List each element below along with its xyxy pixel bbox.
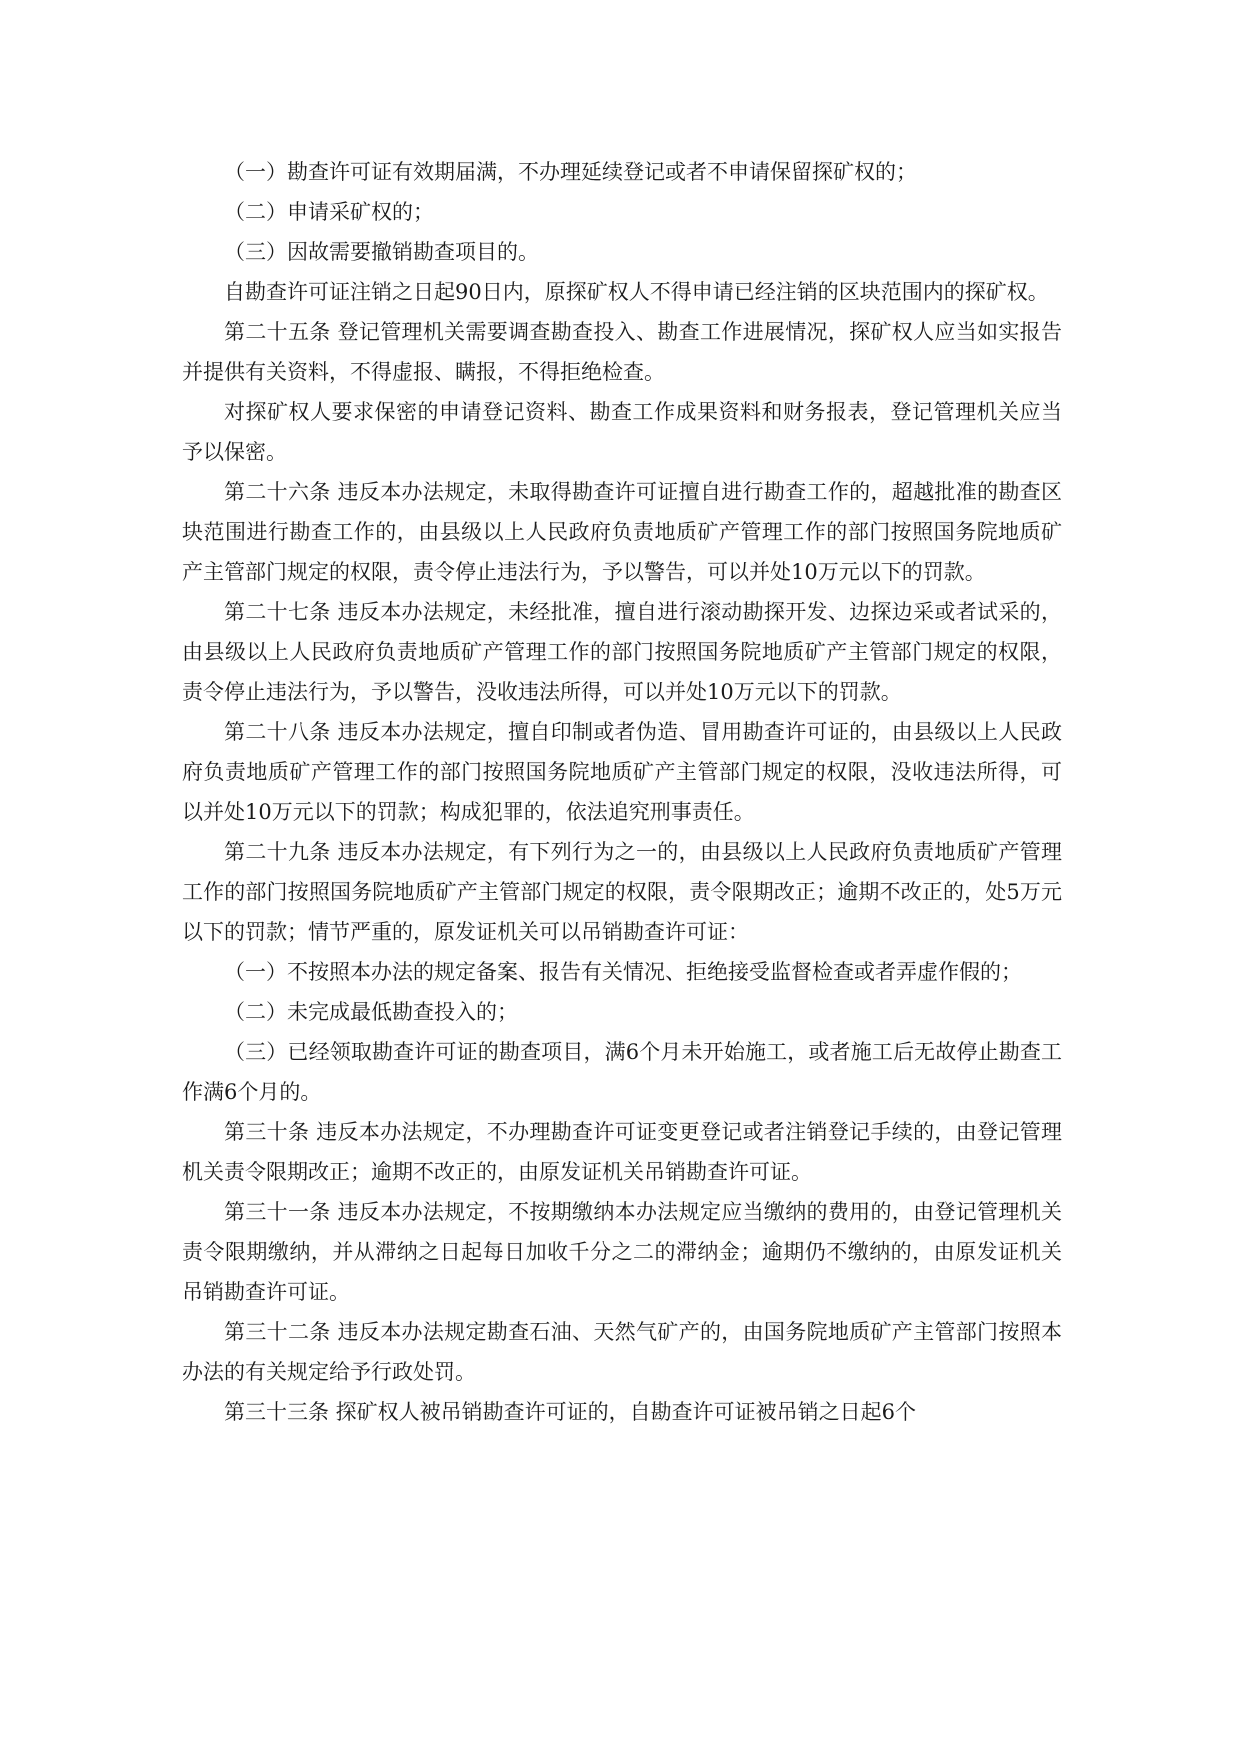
paragraph: （二）申请采矿权的；: [224, 200, 434, 224]
article-31: 第三十一条 违反本办法规定，不按期缴纳本办法规定应当缴纳的费用的，由登记管理机关责令限期缴纳，并从滞纳之日起每日加收千分之二的滞纳金；逾期仍不缴纳的，由原发证机关吊销勘查许可证。: [182, 1200, 1062, 1304]
article-28: 第二十八条 违反本办法规定，擅自印制或者伪造、冒用勘查许可证的，由县级以上人民政府负责地质矿产管理工作的部门按照国务院地质矿产主管部门规定的权限，没收违法所得，可以并处10万元以下的罚款；构成犯罪的，依法追究刑事责任。: [182, 720, 1062, 824]
paragraph: 自勘查许可证注销之日起90日内，原探矿权人不得申请已经注销的区块范围内的探矿权。: [224, 280, 1049, 304]
article-26: 第二十六条 违反本办法规定，未取得勘查许可证擅自进行勘查工作的，超越批准的勘查区块范围进行勘查工作的，由县级以上人民政府负责地质矿产管理工作的部门按照国务院地质矿产主管部门规定的权限，责令停止违法行为，予以警告，可以并处10万元以下的罚款。: [182, 480, 1062, 584]
paragraph: （一）不按照本办法的规定备案、报告有关情况、拒绝接受监督检查或者弄虚作假的；: [224, 960, 1022, 984]
article-27: 第二十七条 违反本办法规定，未经批准，擅自进行滚动勘探开发、边探边采或者试采的，由县级以上人民政府负责地质矿产管理工作的部门按照国务院地质矿产主管部门规定的权限，责令停止违法行为，予以警告，没收违法所得，可以并处10万元以下的罚款。: [182, 600, 1062, 704]
article-25: 第二十五条 登记管理机关需要调查勘查投入、勘查工作进展情况，探矿权人应当如实报告并提供有关资料，不得虚报、瞒报，不得拒绝检查。: [182, 320, 1062, 384]
paragraph: （三）因故需要撤销勘查项目的。: [224, 240, 539, 264]
document-body: [182, 152, 1062, 1432]
paragraph: （三）已经领取勘查许可证的勘查项目，满6个月未开始施工，或者施工后无故停止勘查工作满6个月的。: [182, 1040, 1062, 1104]
paragraph: （一）勘查许可证有效期届满，不办理延续登记或者不申请保留探矿权的；: [224, 160, 917, 184]
article-30: 第三十条 违反本办法规定，不办理勘查许可证变更登记或者注销登记手续的，由登记管理机关责令限期改正；逾期不改正的，由原发证机关吊销勘查许可证。: [182, 1120, 1062, 1184]
article-29: 第二十九条 违反本办法规定，有下列行为之一的，由县级以上人民政府负责地质矿产管理工作的部门按照国务院地质矿产主管部门规定的权限，责令限期改正；逾期不改正的，处5万元以下的罚款；情节严重的，原发证机关可以吊销勘查许可证：: [182, 840, 1062, 944]
article-32: 第三十二条 违反本办法规定勘查石油、天然气矿产的，由国务院地质矿产主管部门按照本办法的有关规定给予行政处罚。: [182, 1320, 1062, 1384]
paragraph: 对探矿权人要求保密的申请登记资料、勘查工作成果资料和财务报表，登记管理机关应当予以保密。: [182, 400, 1062, 464]
paragraph: （二）未完成最低勘查投入的；: [224, 1000, 518, 1024]
article-33: 第三十三条 探矿权人被吊销勘查许可证的，自勘查许可证被吊销之日起6个: [224, 1400, 917, 1424]
